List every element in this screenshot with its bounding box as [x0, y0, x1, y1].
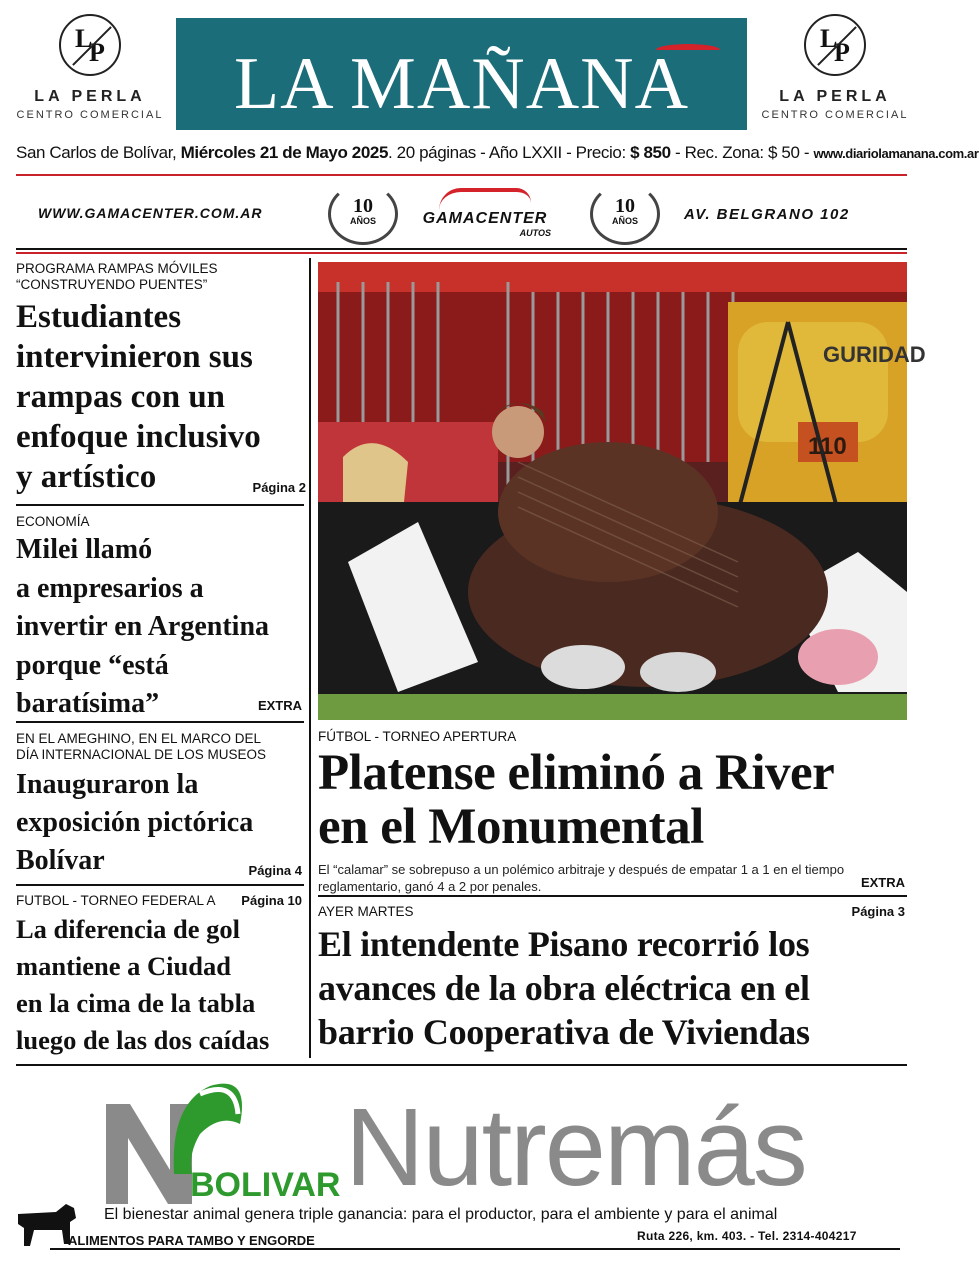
divider: [16, 174, 907, 176]
la-perla-sub: CENTRO COMERCIAL: [16, 109, 164, 121]
newspaper-title: LA MAÑANA: [233, 43, 690, 125]
headline-line: en el Monumental: [318, 799, 704, 855]
nutremas-tagline: El bienestar animal genera triple ganancia: para el productor, para el ambiente y para el animal: [104, 1206, 778, 1223]
divider: [16, 252, 907, 254]
svg-text:GURIDAD: GURIDAD: [823, 342, 926, 367]
page-reference: Página 4: [248, 863, 302, 878]
la-perla-emblem: L P: [804, 14, 866, 76]
headline-line: mantiene a Ciudad: [16, 951, 231, 981]
story-headline[interactable]: [16, 531, 306, 724]
kicker-line: “CONSTRUYENDO PUENTES”: [16, 277, 208, 292]
la-perla-logo-right: [755, 14, 915, 121]
headline-line: luego de las dos caídas: [16, 1025, 270, 1055]
la-perla-name: LA PERLA: [34, 88, 146, 105]
page-reference: EXTRA: [257, 698, 302, 713]
story-museo[interactable]: [16, 731, 306, 880]
headline-line: rampas con un: [16, 379, 226, 415]
svg-text:110: 110: [808, 433, 847, 460]
second-story-kicker: AYER MARTES: [318, 904, 414, 919]
car-outline-icon: [439, 188, 531, 210]
headline-line: Bolívar: [16, 845, 105, 876]
dateline: [16, 143, 979, 163]
kicker-line: FUTBOL - TORNEO FEDERAL A: [16, 893, 216, 908]
headline-line: invertir en Argentina: [16, 611, 270, 642]
main-story[interactable]: [318, 729, 907, 895]
kicker-line: DÍA INTERNACIONAL DE LOS MUSEOS: [16, 747, 267, 762]
headline-line: Platense eliminó a River: [318, 745, 835, 801]
anniversary-word: AÑOS: [349, 216, 376, 226]
page-reference: EXTRA: [860, 875, 905, 890]
dateline-place: San Carlos de Bolívar,: [16, 143, 181, 162]
headline-line: avances de la obra eléctrica en el: [318, 968, 810, 1008]
headline-line: a empresarios a: [16, 572, 204, 604]
story-headline[interactable]: [16, 297, 306, 497]
dateline-price: $ 850: [630, 143, 671, 162]
anniversary-badge-right: [590, 183, 660, 245]
divider: [16, 721, 304, 723]
headline-line: barrio Cooperativa de Viviendas: [318, 1012, 810, 1052]
headline-line: La diferencia de gol: [16, 914, 241, 944]
page-reference: Página 3: [851, 904, 905, 919]
story-headline[interactable]: [16, 911, 306, 1059]
la-perla-logo-left: [10, 14, 170, 121]
second-story[interactable]: [318, 904, 907, 1054]
la-perla-sub: CENTRO COMERCIAL: [761, 109, 909, 121]
column-divider: [309, 258, 311, 1058]
kicker-line: ECONOMÍA: [16, 514, 90, 529]
story-rampas[interactable]: [16, 261, 306, 497]
main-story-deck: [318, 861, 907, 895]
divider: [50, 1248, 900, 1250]
gamacenter-autos: AUTOS: [519, 228, 551, 238]
anniversary-badge-left: [328, 183, 398, 245]
story-milei[interactable]: [16, 514, 306, 724]
headline-line: Estudiantes: [16, 299, 182, 335]
story-kicker: [16, 731, 306, 763]
story-federal[interactable]: [16, 893, 306, 1059]
headline-line: El intendente Pisano recorrió los: [318, 924, 810, 964]
anniversary-number: 10: [353, 195, 373, 217]
nutremas-contact: Ruta 226, km. 403. - Tel. 2314-404217: [637, 1229, 857, 1243]
story-kicker: [16, 261, 306, 293]
headline-line: y artístico: [16, 459, 157, 495]
deck-line: El “calamar” se sobrepuso a un polémico arbitraje y después de empatar 1 a 1 en el tiempo: [318, 862, 845, 877]
headline-line: en la cima de la tabla: [16, 988, 256, 1018]
anniversary-word: AÑOS: [611, 216, 638, 226]
gamacenter-address: AV. BELGRANO 102: [684, 206, 850, 223]
football-celebration-photo[interactable]: [318, 262, 926, 720]
story-kicker: [16, 514, 306, 530]
masthead: [176, 18, 747, 130]
headline-line: enfoque inclusivo: [16, 419, 261, 455]
headline-line: Inauguraron la: [16, 769, 199, 800]
main-story-headline[interactable]: [318, 746, 907, 854]
headline-line: exposición pictórica: [16, 807, 254, 838]
second-story-headline[interactable]: [318, 922, 907, 1054]
divider: [318, 895, 907, 897]
bolivar-label: BOLIVAR: [190, 1166, 341, 1204]
divider: [16, 248, 907, 250]
la-perla-name: LA PERLA: [779, 88, 891, 105]
kicker-line: PROGRAMA RAMPAS MÓVILES: [16, 261, 218, 276]
dateline-mid: . 20 páginas - Año LXXII - Precio:: [388, 143, 631, 162]
headline-line: baratísima”: [16, 688, 160, 719]
deck-line: reglamentario, ganó 4 a 2 por penales.: [318, 879, 542, 894]
photo-illustration: [318, 262, 926, 720]
gamacenter-website[interactable]: WWW.GAMACENTER.COM.AR: [38, 205, 263, 221]
la-perla-emblem: L P: [59, 14, 121, 76]
nutremas-footer: ALIMENTOS PARA TAMBO Y ENGORDE: [68, 1233, 315, 1248]
dateline-website-link[interactable]: www.diariolamanana.com.ar: [813, 146, 979, 161]
headline-line: porque “está: [16, 649, 169, 681]
anniversary-number: 10: [615, 195, 635, 217]
divider: [16, 504, 304, 506]
main-story-kicker: FÚTBOL - TORNEO APERTURA: [318, 729, 517, 744]
dateline-zone: - Rec. Zona: $ 50 -: [670, 143, 814, 162]
divider: [16, 884, 304, 886]
kicker-line: EN EL AMEGHINO, EN EL MARCO DEL: [16, 731, 262, 746]
dateline-date: Miércoles 21 de Mayo 2025: [180, 143, 389, 162]
gamacenter-logo: [405, 186, 565, 242]
headline-line: Milei llamó: [16, 534, 153, 565]
gamacenter-brand: GAMACENTER: [422, 210, 548, 227]
page-reference: Página 10: [241, 893, 302, 908]
headline-line: intervinieron sus: [16, 339, 253, 375]
page-reference: Página 2: [252, 480, 306, 495]
nutremas-brand: Nutremás: [345, 1086, 806, 1209]
